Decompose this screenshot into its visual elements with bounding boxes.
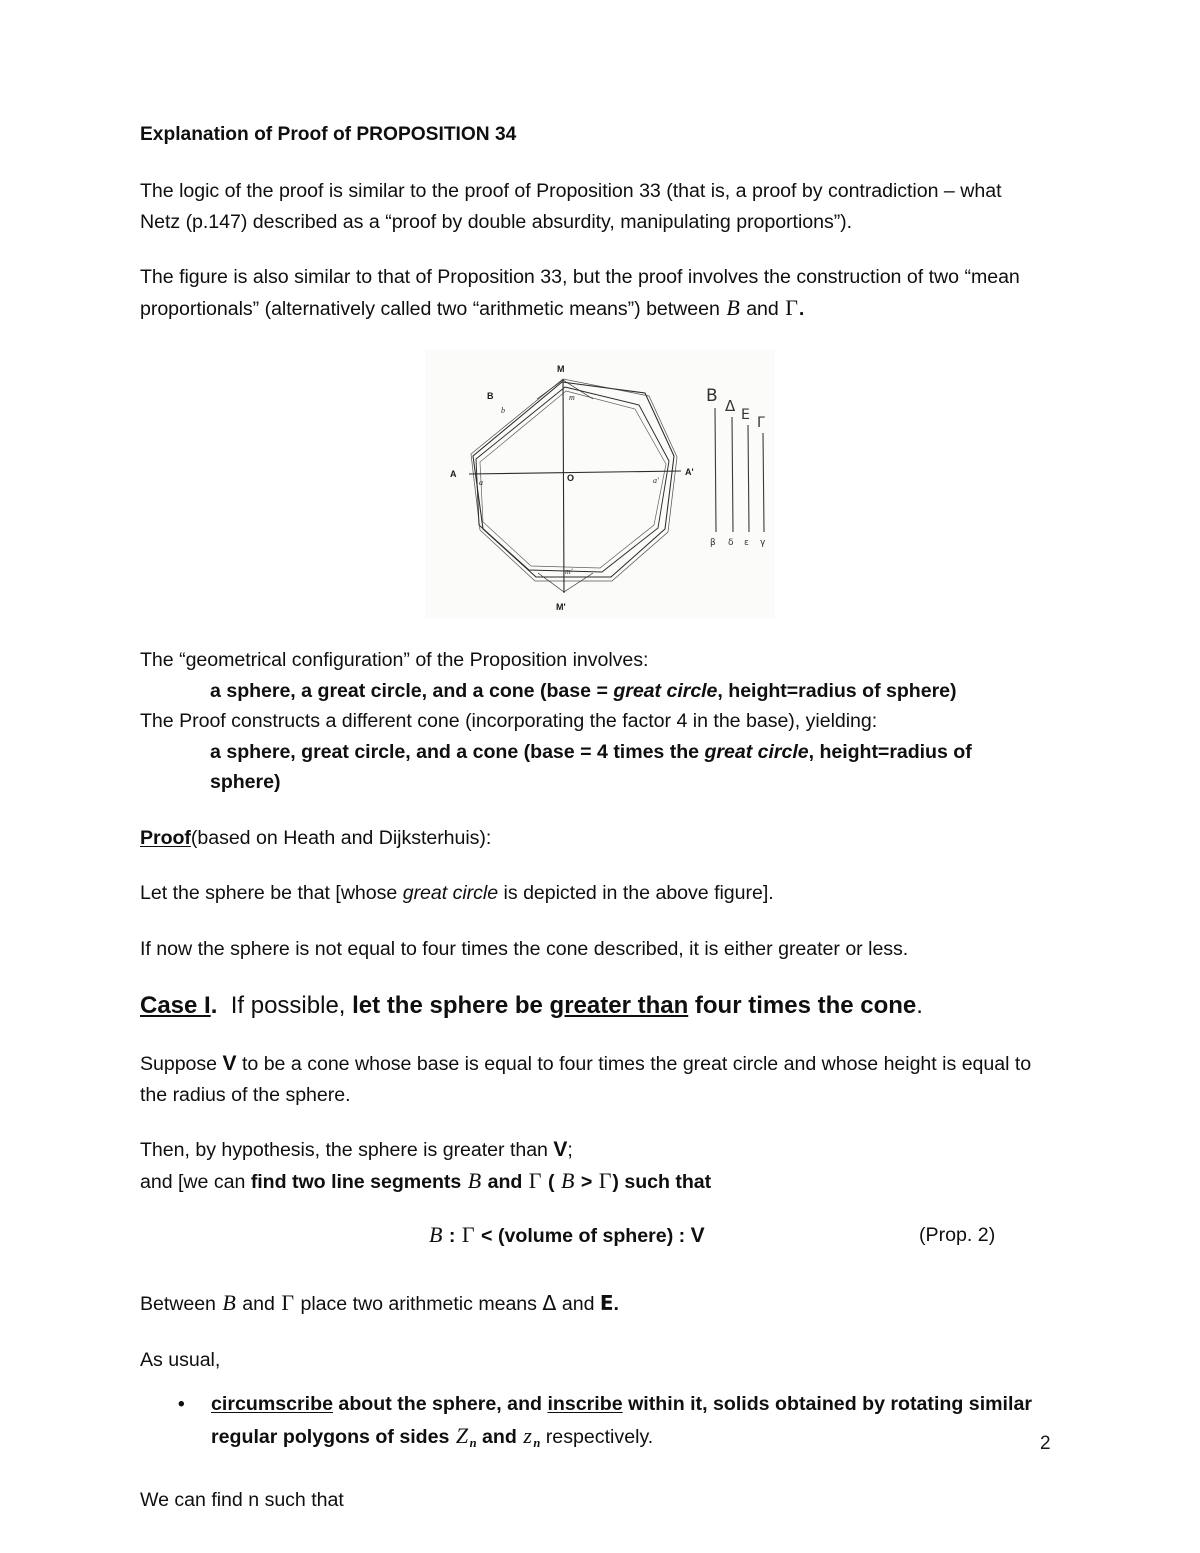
suppose-text-b: to be a cone whose base is equal to four times the great circle and whose height is equal to xyxy=(236,1053,1032,1075)
bullet-line2-end: respectively. xyxy=(540,1426,654,1448)
case-period: . xyxy=(210,992,218,1019)
symbol-gamma-capital-4: Γ xyxy=(281,1290,294,1315)
paragraph-as-usual: As usual, xyxy=(140,1348,221,1371)
bullet-point-icon: • xyxy=(178,1394,185,1415)
figure-label-m-bottom: m' xyxy=(565,567,573,576)
segment-label-epsilon-lower: ε xyxy=(744,538,749,548)
symbol-gamma-capital-3: Γ xyxy=(598,1167,612,1193)
config-item-b-emphasis: great circle xyxy=(704,740,809,763)
let-sphere-text-a: Let the sphere be that [whose xyxy=(140,882,403,904)
then-hyp-text-b: ; xyxy=(567,1139,573,1161)
figure-label-M-top: M xyxy=(557,364,565,374)
figure-label-A-left: A xyxy=(450,469,457,479)
paragraph-figure-line1: The figure is also similar to that of Proposition 33, but the proof involves the construction of two “mean xyxy=(140,266,1020,288)
paragraph-proof-constructs: The Proof constructs a different cone (incorporating the factor 4 in the base), yielding: xyxy=(140,710,878,732)
bullet-line2-and: and xyxy=(476,1426,523,1448)
symbol-Zn: Z xyxy=(455,1423,469,1448)
formula-prop2-row xyxy=(140,1222,1044,1262)
proof-source-text: (based on Heath and Dijksterhuis): xyxy=(190,826,492,849)
config-item-b-tail: , height=radius of sphere) xyxy=(210,740,972,793)
figure-label-O-center: O xyxy=(567,473,575,483)
proof-label: Proof xyxy=(140,826,191,849)
paragraph-we-can-find-n: We can find n such that xyxy=(140,1489,344,1511)
bullet-mid-1: about the sphere, and xyxy=(332,1393,548,1415)
figure-label-A-right: A' xyxy=(685,467,694,477)
symbol-zn: z xyxy=(523,1423,532,1448)
paragraph-config-item-b xyxy=(140,737,1044,798)
find-segments-bold: find two line segments xyxy=(250,1170,467,1193)
segment-label-B-upper: Β xyxy=(706,386,718,406)
formula-symbol-B: B xyxy=(429,1222,443,1247)
segment-label-Delta-upper: Δ xyxy=(725,397,736,415)
bullet-list xyxy=(140,1389,1044,1459)
bullet-circumscribe: circumscribe xyxy=(211,1393,333,1415)
segment-label-gamma-lower: γ xyxy=(760,538,766,548)
find-segments-such-that: ) such that xyxy=(612,1170,712,1193)
find-segments-paren-open: ( xyxy=(542,1170,560,1193)
symbol-delta-capital: Δ xyxy=(542,1291,557,1315)
suppose-text-a: Suppose xyxy=(140,1053,223,1075)
paragraph-config-intro: The “geometrical configuration” of the Proposition involves: xyxy=(140,649,649,671)
paragraph-logic-line2: Netz (p.147) described as a “proof by double absurdity, manipulating proportions”). xyxy=(140,210,853,233)
formula-reference: (Prop. 2) xyxy=(919,1224,996,1246)
paragraph-config-item-a xyxy=(140,676,1044,707)
figure-label-a-left: a xyxy=(479,478,483,487)
paragraph-logic-of-proof xyxy=(140,176,1044,237)
symbol-Zn-subscript: n xyxy=(469,1436,477,1450)
find-segments-gt: > xyxy=(575,1170,598,1193)
page-title: Explanation of Proof of PROPOSITION 34 xyxy=(140,124,517,145)
figure-label-B: B xyxy=(487,391,494,401)
paragraph-figure-period: . xyxy=(798,297,805,320)
suppose-line2: the radius of the sphere. xyxy=(140,1083,351,1106)
figure-svg xyxy=(425,349,775,619)
case-greater-than: greater than xyxy=(549,992,689,1019)
let-sphere-text-b: is depicted in the above figure]. xyxy=(498,882,774,904)
symbol-gamma-capital-2: Γ xyxy=(528,1167,542,1193)
formula-proportion xyxy=(428,1222,705,1248)
case-bold-lead: let the sphere be xyxy=(352,992,550,1019)
symbol-zn-subscript: n xyxy=(533,1436,541,1450)
paragraph-find-two-segments xyxy=(140,1166,1044,1198)
symbol-cone-v: V xyxy=(222,1052,237,1075)
bullet-inscribe: inscribe xyxy=(547,1393,623,1415)
paragraph-logic-line1: The logic of the proof is similar to the proof of Proposition 33 (that is, a proof by contradiction – what xyxy=(140,180,1002,202)
figure-label-b: b xyxy=(501,406,505,415)
symbol-epsilon-capital: Ε xyxy=(599,1291,614,1315)
symbol-gamma-capital: Γ xyxy=(785,294,798,320)
then-hyp-text-a: Then, by hypothesis, the sphere is greater than xyxy=(140,1139,554,1161)
segment-label-delta-lower: δ xyxy=(728,538,734,548)
figure-label-m-top: m xyxy=(569,393,575,402)
paragraph-figure-line2: proportionals” (alternatively called two “arithmetic means”) between xyxy=(140,297,726,320)
case-heading xyxy=(140,989,1044,1023)
paragraph-let-sphere xyxy=(140,878,1044,909)
segment-label-beta-lower: β xyxy=(710,538,716,548)
find-segments-and: and xyxy=(482,1170,528,1193)
between-lead: Between xyxy=(140,1293,222,1315)
segment-label-Gamma-upper: Γ xyxy=(757,415,765,431)
case-bold-tail: four times the cone xyxy=(688,992,917,1019)
bullet-line2-lead: similar regular polygons of sides xyxy=(211,1393,1032,1448)
find-segments-lead: and [we can xyxy=(140,1170,251,1193)
figure-label-a-right: a' xyxy=(653,476,659,485)
list-item xyxy=(140,1389,1044,1459)
paragraph-between-means xyxy=(140,1288,1044,1320)
config-item-a-emphasis: great circle xyxy=(613,679,718,702)
between-and-1: and xyxy=(236,1293,281,1315)
formula-symbol-v: V xyxy=(690,1224,705,1247)
case-if-possible: If possible, xyxy=(230,992,353,1019)
between-mid: place two arithmetic means xyxy=(295,1293,543,1315)
symbol-B: B xyxy=(726,294,740,320)
document-content xyxy=(140,122,1044,1541)
paragraph-proof-attribution xyxy=(140,823,1044,854)
formula-less-than: < xyxy=(475,1225,498,1247)
between-and-2: and xyxy=(556,1293,600,1315)
bullet-mid-2: within it, solids obtained by rotating xyxy=(622,1393,964,1415)
page-number: 2 xyxy=(1040,1433,1051,1454)
formula-colon-2: : xyxy=(673,1225,691,1247)
symbol-B-4: B xyxy=(222,1290,236,1315)
proposition-34-figure xyxy=(425,349,775,619)
figure-label-M-bottom: M' xyxy=(556,602,566,612)
let-sphere-emphasis: great circle xyxy=(402,882,499,904)
formula-volume-of-sphere: (volume of sphere) xyxy=(497,1225,674,1247)
case-end-period: . xyxy=(916,992,923,1019)
segment-label-Epsilon-upper: Ε xyxy=(741,407,750,423)
symbol-B-3: B xyxy=(560,1167,575,1193)
formula-colon-1: : xyxy=(443,1225,461,1247)
symbol-cone-v-2: V xyxy=(553,1138,568,1161)
config-item-b-text: a sphere, great circle, and a cone (base = 4 times the xyxy=(210,740,705,763)
paragraph-suppose-v xyxy=(140,1049,1044,1110)
symbol-B-2: B xyxy=(467,1167,482,1193)
between-period: . xyxy=(613,1293,619,1315)
formula-symbol-gamma: Γ xyxy=(461,1222,475,1247)
paragraph-if-now-sphere: If now the sphere is not equal to four times the cone described, it is either greater or less. xyxy=(140,937,909,960)
figure-container xyxy=(140,349,1044,627)
paragraph-figure-similar xyxy=(140,262,1044,324)
paragraph-then-hypothesis xyxy=(140,1135,1044,1166)
conjunction-and: and xyxy=(740,297,785,320)
case-label: Case I xyxy=(140,992,211,1019)
config-item-a-text: a sphere, a great circle, and a cone (base = xyxy=(210,679,614,702)
config-item-a-tail: , height=radius of sphere) xyxy=(717,679,957,702)
